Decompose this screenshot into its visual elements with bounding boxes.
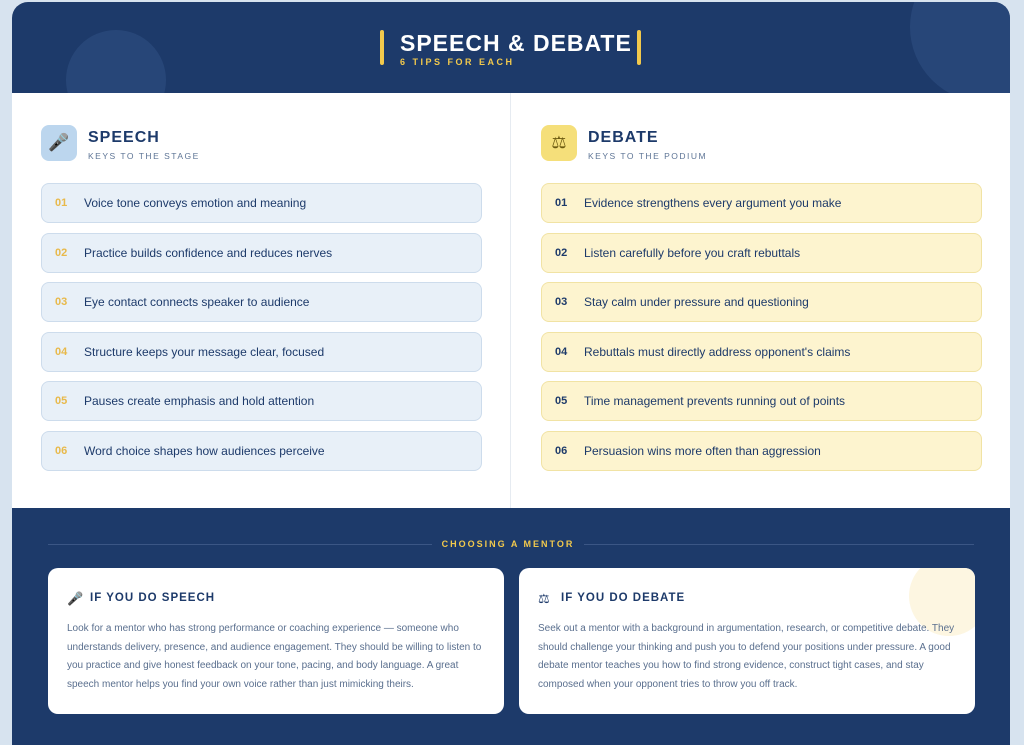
debate-tip bbox=[541, 183, 982, 223]
debate-subtitle: KEYS TO THE PODIUM bbox=[588, 151, 708, 161]
section-rule bbox=[584, 544, 974, 545]
tip-number: 05 bbox=[555, 395, 568, 407]
speech-mentor-title: IF YOU DO SPEECH bbox=[90, 592, 216, 604]
speech-tip bbox=[41, 183, 482, 223]
tip-number: 02 bbox=[55, 246, 68, 259]
tip-number: 04 bbox=[555, 345, 568, 358]
tip-number: 05 bbox=[55, 395, 68, 407]
debate-tip bbox=[541, 381, 982, 421]
tip-number: 01 bbox=[555, 197, 568, 209]
tip-text: Voice tone conveys emotion and meaning bbox=[84, 196, 307, 210]
speech-title: SPEECH bbox=[88, 129, 160, 146]
debate-mentor-card bbox=[519, 568, 975, 714]
tip-number: 06 bbox=[55, 444, 68, 457]
page-subtitle: 6 TIPS FOR EACH bbox=[400, 57, 515, 67]
speech-mentor-body: Look for a mentor who has strong performance or coaching experience — someone who understands delivery, presence, and audience engagement. They should be willing to listen to you practice and give honest feedback on your tone, pacing, and body language. A great speech mentor helps you find your own voice rather than just mimicking theirs. bbox=[67, 623, 482, 690]
microphone-icon: 🎤 bbox=[41, 125, 77, 161]
tip-text: Evidence strengthens every argument you make bbox=[584, 196, 842, 210]
debate-tip bbox=[541, 282, 982, 322]
tip-text: Eye contact connects speaker to audience bbox=[84, 295, 310, 309]
tip-number: 04 bbox=[55, 345, 68, 358]
tip-number: 02 bbox=[555, 246, 568, 259]
speech-tips-list bbox=[41, 183, 482, 480]
debate-mentor-title: IF YOU DO DEBATE bbox=[561, 592, 686, 604]
debate-tip bbox=[541, 431, 982, 471]
speech-mentor-card bbox=[48, 568, 504, 714]
speech-tip bbox=[41, 381, 482, 421]
speech-tip bbox=[41, 332, 482, 372]
speech-subtitle: KEYS TO THE STAGE bbox=[88, 151, 200, 161]
debate-tip bbox=[541, 233, 982, 273]
speech-tip bbox=[41, 282, 482, 322]
tip-text: Word choice shapes how audiences perceive bbox=[84, 443, 325, 458]
tip-text: Practice builds confidence and reduces nerves bbox=[84, 245, 333, 260]
column-divider bbox=[510, 93, 511, 508]
decorative-circle bbox=[66, 30, 166, 93]
decorative-circle bbox=[910, 2, 1010, 93]
debate-tips-list bbox=[541, 183, 982, 480]
tip-text: Rebuttals must directly address opponent's claims bbox=[584, 344, 851, 359]
mentor-section bbox=[12, 508, 1010, 745]
tip-text: Stay calm under pressure and questioning bbox=[584, 295, 809, 309]
debate-column-header bbox=[541, 125, 841, 165]
tip-text: Persuasion wins more often than aggression bbox=[584, 443, 821, 458]
debate-tip bbox=[541, 332, 982, 372]
page-title: SPEECH & DEBATE bbox=[400, 30, 632, 56]
mentor-section-label: CHOOSING A MENTOR bbox=[441, 539, 575, 549]
scales-icon: ⚖ bbox=[538, 591, 550, 606]
tip-number: 03 bbox=[555, 296, 568, 308]
speech-tip bbox=[41, 233, 482, 273]
debate-title: DEBATE bbox=[588, 129, 659, 146]
scales-icon: ⚖ bbox=[541, 125, 577, 161]
tip-text: Listen carefully before you craft rebuttals bbox=[584, 245, 801, 260]
speech-tip bbox=[41, 431, 482, 471]
section-rule bbox=[48, 544, 432, 545]
microphone-icon: 🎤 bbox=[67, 591, 84, 606]
tip-number: 03 bbox=[55, 296, 68, 308]
title-accent-bar bbox=[380, 30, 384, 65]
infographic-card bbox=[12, 2, 1010, 745]
tip-number: 06 bbox=[555, 444, 568, 457]
title-accent-bar bbox=[637, 30, 641, 65]
tip-text: Structure keeps your message clear, focused bbox=[84, 344, 325, 359]
tip-text: Time management prevents running out of points bbox=[584, 394, 846, 408]
header bbox=[12, 2, 1010, 93]
tip-text: Pauses create emphasis and hold attention bbox=[84, 394, 315, 408]
speech-column-header bbox=[41, 125, 341, 165]
debate-mentor-body: Seek out a mentor with a background in argumentation, research, or competitive debate. They should challenge your thinking and push you to defend your positions under pressure. A good debate mentor teaches you how to find strong evidence, construct tight cases, and stay composed when your opponent tries to throw you off track. bbox=[538, 623, 955, 690]
tip-number: 01 bbox=[55, 197, 68, 209]
